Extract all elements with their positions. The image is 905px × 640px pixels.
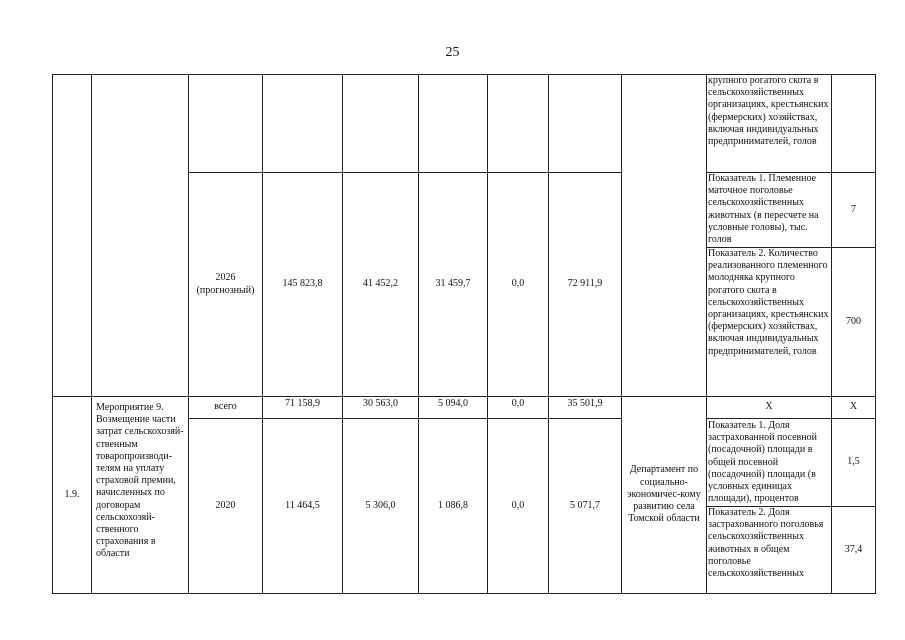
reg-2026: 31 459,7 (435, 278, 471, 290)
page-number: 25 (445, 45, 460, 60)
indicator-1-2020-value: 1,5 (847, 456, 860, 468)
executor: Департамент по социально-экономичес-кому развитию села Томской области (627, 464, 701, 525)
row-all-label: всего (214, 401, 237, 413)
row-all-total: 71 158,9 (285, 398, 320, 409)
row-all-reg: 5 094,0 (438, 398, 468, 409)
row-all-extra: 35 501,9 (567, 398, 603, 409)
indicator-1-2026: Показатель 1. Племенное маточное поголовье сельскохозяйственных животных (в пересчете на условные головы), тыс. голов (708, 173, 819, 246)
total-2026: 145 823,8 (282, 278, 323, 290)
loc-2026: 0,0 (511, 278, 525, 290)
indicator-continued: крупного рогатого скота в сельскохозяйственных организациях, крестьянских (фермерских) хозяйствах, включая индивидуальных предпринимателей, голов (708, 75, 829, 148)
indicator-1-2026-value: 7 (851, 203, 856, 215)
year-2026: 2026 (прогнозный) (196, 272, 255, 296)
year-2020: 2020 (215, 499, 236, 511)
col-border-right (875, 74, 876, 594)
extra-2020: 5 071,7 (570, 499, 600, 511)
row-all-indicator: Х (765, 401, 773, 413)
indicator-2-2026-value: 700 (846, 315, 861, 327)
fed-2020: 5 306,0 (365, 499, 396, 511)
reg-2020: 1 086,8 (438, 499, 468, 511)
row-all-fed: 30 563,0 (363, 398, 398, 409)
loc-2020: 0,0 (511, 499, 525, 511)
col-border-num (91, 74, 92, 594)
row-all-indicator-value: Х (849, 401, 858, 413)
indicator-2-2026: Показатель 2. Количество реализованного племенного молодняка крупного рогатого скота в сельскохозяйственных организациях, крестьянских (фермерских) хозяйствах, включая индивидуальных предпринимателей, голов (708, 248, 829, 357)
extra-2026: 72 911,9 (567, 278, 603, 290)
fed-2026: 41 452,2 (363, 278, 398, 290)
indicator-2-2020: Показатель 2. Доля застрахованного поголовья сельскохозяйственных животных в общем поголовье сельскохозяйственных (708, 507, 824, 580)
row-all-loc: 0,0 (511, 398, 525, 409)
indicator-2-2020-value: 37,4 (844, 543, 863, 555)
table-bottom-border (52, 593, 875, 594)
total-2020: 11 464,5 (285, 499, 320, 511)
indicator-1-2020: Показатель 1. Доля застрахованной посевной (посадочной) площади в общей посевной (посадочной) площади (в условных единицах площади), процентов (708, 420, 817, 505)
measure-number: 1.9. (64, 488, 80, 500)
col-border-exec (706, 74, 707, 594)
measure-name: Мероприятие 9. Возмещение части затрат сельскохозяй-ственным товаропроизводи-телям на уплату страховой премии, начисленных по договорам сельскохозяй-ственного страхования в области (96, 402, 184, 560)
